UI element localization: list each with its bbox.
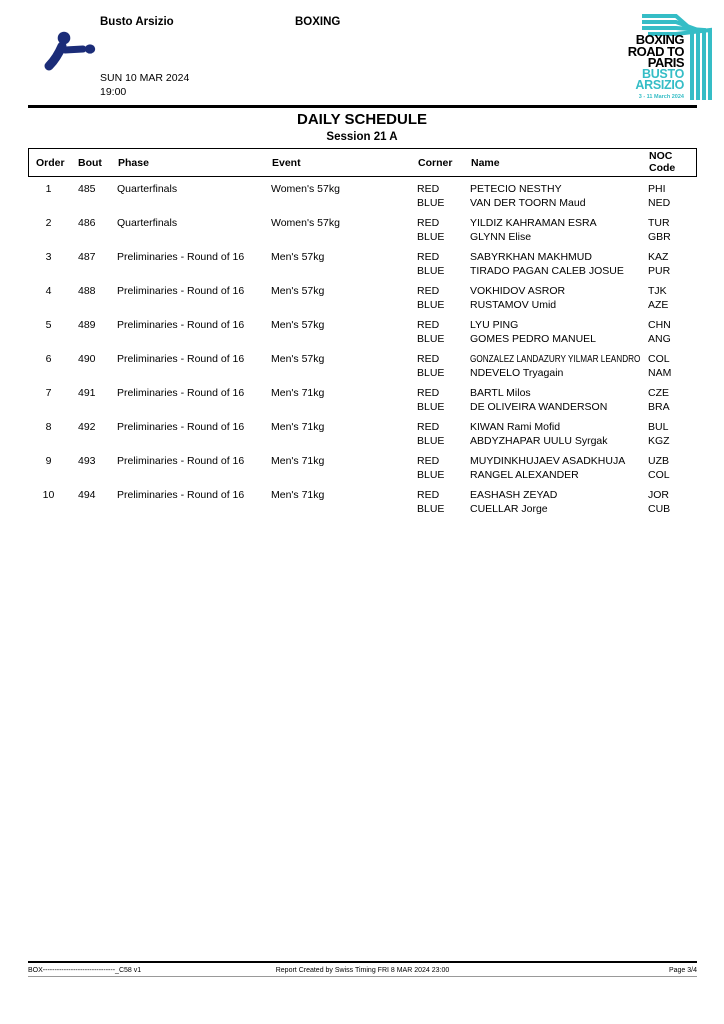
corner-blue-label: BLUE — [417, 264, 445, 277]
blue-boxer-name: VAN DER TOORN Maud — [470, 196, 586, 209]
bout-names — [470, 353, 648, 380]
bout-phase: Preliminaries - Round of 16 — [117, 387, 245, 399]
bout-nocs — [648, 251, 697, 278]
boxing-pictogram-icon — [38, 30, 96, 80]
bout-event: Women's 57kg — [271, 217, 340, 229]
col-header-name: Name — [471, 156, 500, 169]
bout-number: 492 — [78, 421, 96, 433]
logo-city2: ARSIZIO — [635, 78, 684, 92]
red-noc-code: CZE — [648, 387, 669, 399]
bout-number: 485 — [78, 183, 96, 195]
bout-number: 494 — [78, 489, 96, 501]
col-header-corner: Corner — [418, 156, 453, 169]
bout-order: 10 — [42, 489, 55, 501]
red-noc-code: KAZ — [648, 251, 669, 263]
col-header-phase: Phase — [118, 156, 149, 169]
header-rule — [28, 105, 697, 108]
bout-names — [470, 387, 648, 414]
red-noc-code: PHI — [648, 183, 666, 195]
bout-order: 9 — [45, 455, 52, 467]
blue-noc-code: BRA — [648, 400, 670, 413]
bout-order: 8 — [45, 421, 52, 433]
bout-names — [470, 285, 648, 312]
logo-text — [628, 34, 684, 103]
footer — [28, 965, 697, 977]
bout-corners — [417, 217, 470, 244]
sport-name: BOXING — [295, 16, 341, 28]
page-number: Page 3/4 — [668, 967, 697, 974]
red-boxer-name: SABYRKHAN MAKHMUD — [470, 251, 592, 263]
blue-noc-code: AZE — [648, 298, 669, 311]
red-boxer-name: YILDIZ KAHRAMAN ESRA — [470, 217, 597, 229]
venue-name: Busto Arsizio — [100, 16, 174, 28]
bout-number: 489 — [78, 319, 96, 331]
bout-phase: Preliminaries - Round of 16 — [117, 285, 245, 297]
bout-corners — [417, 353, 470, 380]
table-row — [28, 489, 697, 516]
table-row — [28, 251, 697, 278]
table-row — [28, 455, 697, 482]
blue-noc-code: PUR — [648, 264, 671, 277]
blue-boxer-name: RUSTAMOV Umid — [470, 298, 557, 311]
blue-noc-code: NAM — [648, 366, 672, 379]
bout-names — [470, 251, 648, 278]
corner-blue-label: BLUE — [417, 298, 445, 311]
session-date: SUN 10 MAR 2024 — [100, 72, 190, 84]
corner-red-label: RED — [417, 421, 440, 433]
table-body — [28, 183, 697, 523]
bout-nocs — [648, 421, 697, 448]
bout-phase: Preliminaries - Round of 16 — [117, 421, 245, 433]
bout-event: Men's 71kg — [271, 489, 325, 501]
bout-event: Men's 57kg — [271, 353, 325, 365]
bout-phase: Preliminaries - Round of 16 — [117, 489, 245, 501]
red-boxer-name: GONZALEZ LANDAZURY YILMAR LEANDRO — [470, 354, 641, 365]
corner-red-label: RED — [417, 217, 440, 229]
corner-blue-label: BLUE — [417, 502, 445, 515]
bout-event: Men's 71kg — [271, 421, 325, 433]
bout-number: 493 — [78, 455, 96, 467]
blue-noc-code: NED — [648, 196, 671, 209]
corner-red-label: RED — [417, 319, 440, 331]
blue-boxer-name: CUELLAR Jorge — [470, 502, 548, 515]
bout-phase: Preliminaries - Round of 16 — [117, 455, 245, 467]
bout-order: 2 — [45, 217, 52, 229]
blue-noc-code: GBR — [648, 230, 671, 243]
col-header-bout: Bout — [78, 156, 102, 169]
blue-boxer-name: TIRADO PAGAN CALEB JOSUE — [470, 264, 624, 277]
bout-nocs — [648, 353, 697, 380]
bout-nocs — [648, 217, 697, 244]
red-noc-code: CHN — [648, 319, 671, 331]
corner-blue-label: BLUE — [417, 196, 445, 209]
bout-nocs — [648, 183, 697, 210]
bout-corners — [417, 387, 470, 414]
blue-boxer-name: DE OLIVEIRA WANDERSON — [470, 400, 608, 413]
table-row — [28, 285, 697, 312]
red-noc-code: TUR — [648, 217, 670, 229]
table-row — [28, 421, 697, 448]
bout-corners — [417, 489, 470, 516]
red-noc-code: COL — [648, 353, 670, 365]
bout-corners — [417, 285, 470, 312]
red-boxer-name: EASHASH ZEYAD — [470, 489, 558, 501]
bout-corners — [417, 421, 470, 448]
table-row — [28, 217, 697, 244]
corner-blue-label: BLUE — [417, 366, 445, 379]
logo-line3: PARIS — [647, 55, 684, 70]
bout-names — [470, 455, 648, 482]
corner-blue-label: BLUE — [417, 434, 445, 447]
footer-rule — [28, 961, 697, 963]
col-header-order: Order — [36, 156, 65, 169]
logo-city1: BUSTO — [641, 66, 684, 81]
logo-dates: 3 - 11 March 2024 — [638, 93, 684, 100]
bout-order: 1 — [45, 183, 52, 195]
corner-red-label: RED — [417, 251, 440, 263]
corner-blue-label: BLUE — [417, 230, 445, 243]
red-boxer-name: LYU PING — [470, 319, 519, 331]
report-code: BOX-------------------------------_C58 v1 — [28, 967, 142, 974]
page-title: DAILY SCHEDULE — [296, 111, 428, 128]
bout-names — [470, 319, 648, 346]
logo-line1: BOXING — [635, 32, 684, 47]
bout-event: Women's 57kg — [271, 183, 340, 195]
bout-nocs — [648, 319, 697, 346]
bout-event: Men's 71kg — [271, 455, 325, 467]
table-header — [28, 148, 697, 177]
session-time: 19:00 — [100, 86, 127, 98]
corner-blue-label: BLUE — [417, 332, 445, 345]
bout-number: 488 — [78, 285, 96, 297]
red-noc-code: UZB — [648, 455, 669, 467]
bout-corners — [417, 455, 470, 482]
red-noc-code: TJK — [648, 285, 667, 297]
blue-noc-code: COL — [648, 468, 670, 481]
bout-nocs — [648, 489, 697, 516]
bout-order: 5 — [45, 319, 52, 331]
blue-boxer-name: NDEVELO Tryagain — [470, 366, 564, 379]
bout-phase: Quarterfinals — [117, 183, 178, 195]
bout-names — [470, 421, 648, 448]
bout-corners — [417, 319, 470, 346]
bout-phase: Preliminaries - Round of 16 — [117, 319, 245, 331]
bout-corners — [417, 183, 470, 210]
bout-event: Men's 57kg — [271, 285, 325, 297]
table-row — [28, 353, 697, 380]
bout-number: 486 — [78, 217, 96, 229]
bout-order: 7 — [45, 387, 52, 399]
blue-boxer-name: RANGEL ALEXANDER — [470, 468, 579, 481]
bout-phase: Quarterfinals — [117, 217, 178, 229]
blue-noc-code: CUB — [648, 502, 671, 515]
blue-noc-code: KGZ — [648, 434, 670, 447]
corner-red-label: RED — [417, 183, 440, 195]
bout-event: Men's 57kg — [271, 251, 325, 263]
corner-red-label: RED — [417, 353, 440, 365]
bout-nocs — [648, 285, 697, 312]
red-boxer-name: VOKHIDOV ASROR — [470, 285, 566, 297]
red-boxer-name: PETECIO NESTHY — [470, 183, 562, 195]
red-noc-code: JOR — [648, 489, 669, 501]
corner-red-label: RED — [417, 285, 440, 297]
table-row — [28, 387, 697, 414]
corner-blue-label: BLUE — [417, 468, 445, 481]
bout-event: Men's 57kg — [271, 319, 325, 331]
bout-event: Men's 71kg — [271, 387, 325, 399]
corner-blue-label: BLUE — [417, 400, 445, 413]
bout-names — [470, 489, 648, 516]
bout-nocs — [648, 455, 697, 482]
bout-order: 4 — [45, 285, 52, 297]
bout-names — [470, 217, 648, 244]
red-boxer-name: BARTL Milos — [470, 387, 531, 399]
session-subtitle: Session 21 A — [326, 131, 398, 143]
red-noc-code: BUL — [648, 421, 669, 433]
table-row — [28, 183, 697, 210]
blue-boxer-name: ABDYZHAPAR UULU Syrgak — [470, 434, 608, 447]
bout-number: 491 — [78, 387, 96, 399]
bout-nocs — [648, 387, 697, 414]
logo-line2: ROAD TO — [627, 43, 684, 59]
blue-boxer-name: GOMES PEDRO MANUEL — [470, 332, 597, 345]
table-row — [28, 319, 697, 346]
bout-phase: Preliminaries - Round of 16 — [117, 353, 245, 365]
bout-order: 6 — [45, 353, 52, 365]
col-header-event: Event — [272, 156, 301, 169]
blue-noc-code: ANG — [648, 332, 671, 345]
bout-number: 490 — [78, 353, 96, 365]
red-boxer-name: MUYDINKHUJAEV ASADKHUJA — [470, 455, 626, 467]
bout-phase: Preliminaries - Round of 16 — [117, 251, 245, 263]
bout-corners — [417, 251, 470, 278]
col-header-noc: NOC Code — [649, 150, 676, 174]
corner-red-label: RED — [417, 387, 440, 399]
corner-red-label: RED — [417, 489, 440, 501]
report-created: Report Created by Swiss Timing FRI 8 MAR 2024 23:00 — [275, 967, 450, 974]
blue-boxer-name: GLYNN Elise — [470, 230, 532, 243]
bout-number: 487 — [78, 251, 96, 263]
bout-order: 3 — [45, 251, 52, 263]
red-boxer-name: KIWAN Rami Mofid — [470, 421, 561, 433]
boxing-road-to-paris-logo — [612, 8, 712, 106]
corner-red-label: RED — [417, 455, 440, 467]
bout-names — [470, 183, 648, 210]
